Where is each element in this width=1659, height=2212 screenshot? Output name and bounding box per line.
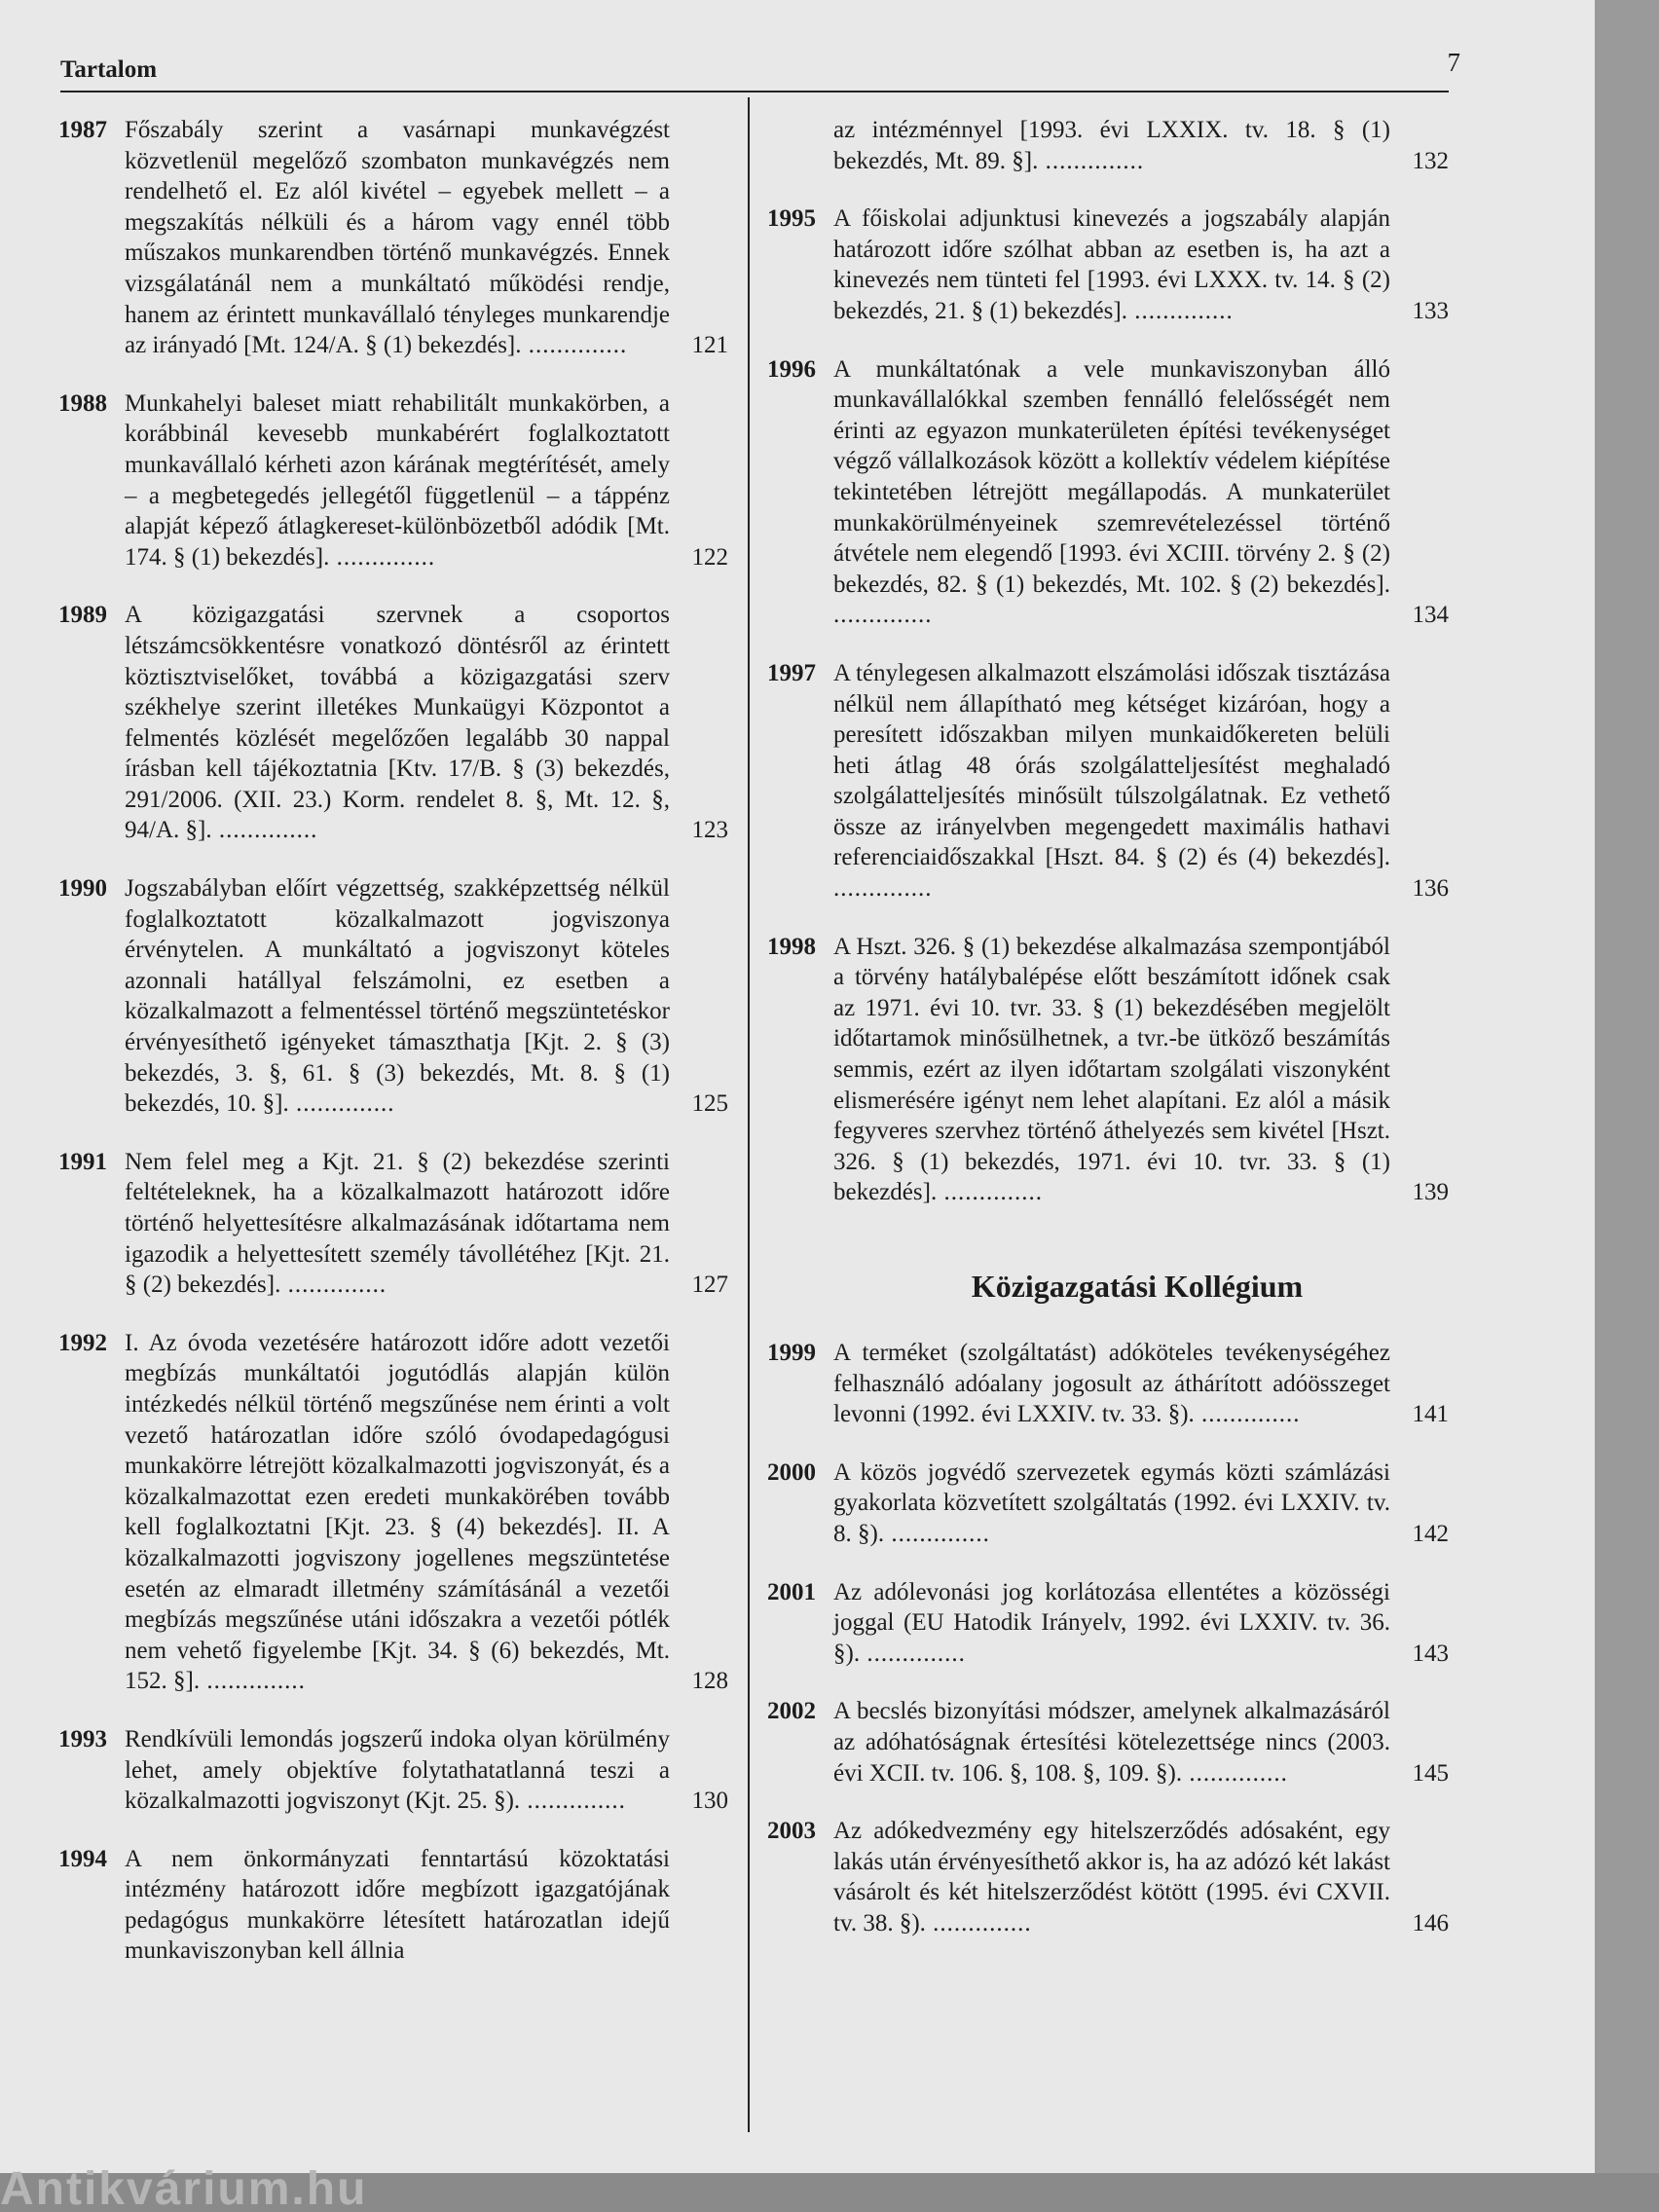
header-rule <box>60 91 1449 92</box>
toc-entry <box>58 388 728 573</box>
entry-number: 2001 <box>767 1578 816 1605</box>
entry-number: 1987 <box>58 117 107 143</box>
dot-leaders: .............. <box>1194 1401 1301 1428</box>
entry-text-content: A közös jogvédő szervezetek egymás közti számlázási gyakorlata közvetített szolgáltatás (1992. évi LXXIV. tv. 8. §). <box>833 1458 1390 1547</box>
entry-text <box>833 1696 1390 1788</box>
entry-page-number: 141 <box>1412 1401 1449 1428</box>
entry-text-content: A ténylegesen alkalmazott elszámolási időszak tisztázása nélkül nem állapítható meg kétséget kizáróan, hogy a peresített időszakban milyen munkaidőkereten belüli heti átlag 48 órás szolgálatteljesítést meghaladó szolgálatteljesítés minősült túlszolgálatnak. Ez vethető össze az irányelvben megengedett maximális hathavi referenciaidőszakkal [Hszt. 84. § (2) és (4) bekezdés]. <box>833 659 1390 871</box>
entry-page-number: 128 <box>691 1668 728 1695</box>
dot-leaders: .............. <box>937 1179 1043 1206</box>
entry-page-number: 132 <box>1412 147 1449 174</box>
right-entries-list-after <box>767 1338 1449 1939</box>
toc-entry <box>767 203 1449 326</box>
toc-entry <box>767 658 1449 904</box>
toc-entry <box>767 1816 1449 1938</box>
entry-text <box>833 1577 1390 1670</box>
entry-number: 1994 <box>58 1845 107 1872</box>
watermark: Antikvárium.hu <box>0 2167 368 2212</box>
entry-number: 2003 <box>767 1818 816 1845</box>
dot-leaders: .............. <box>329 543 436 571</box>
entry-text <box>833 932 1390 1208</box>
entry-number: 1993 <box>58 1725 107 1752</box>
entry-text-content: A főiskolai adjunktusi kinevezés a jogszabály alapján határozott időre szólhat abban az esetben is, ha azt a kinevezés nem tünteti fel [1993. évi LXXX. tv. 14. § (2) bekezdés, 21. § (1) bekezdés]. <box>833 205 1390 324</box>
entry-text-content: Nem felel meg a Kjt. 21. § (2) bekezdése szerinti feltételeknek, ha a közalkalmazott határozott időre történő helyettesítésre alkalmazásának időtartama nem igazodik a helyettesített személy távollétéhez [Kjt. 21. § (2) bekezdés]. <box>125 1148 670 1299</box>
entry-text <box>125 600 670 846</box>
dot-leaders: .............. <box>1182 1759 1288 1787</box>
entry-text <box>125 1724 670 1817</box>
entry-text <box>125 1328 670 1697</box>
entry-number: 1996 <box>767 355 816 383</box>
entry-text <box>125 1844 670 1967</box>
section-heading: Közigazgatási Kollégium <box>971 1269 1304 1304</box>
entry-page-number: 125 <box>691 1090 728 1118</box>
dot-leaders: .............. <box>200 1668 306 1695</box>
page-number: 7 <box>1447 48 1460 77</box>
entry-text <box>833 1457 1390 1550</box>
entry-text <box>833 658 1390 904</box>
entry-number: 1999 <box>767 1340 816 1366</box>
entry-text <box>833 1816 1390 1938</box>
page-edge <box>1595 0 1659 2212</box>
entry-text-content: Főszabály szerint a vasárnapi munkavégzést közvetlenül megelőző szombaton munkavégzés nem rendelhető el. Ez alól kivétel – egyebek mellett – a megszakítás nélküli és a három vagy ennél több műszakos munkarendben történő munkavégzés. Ennek vizsgálatánál nem a munkáltató működési rendje, hanem az érintett munkavállaló tényleges munkarendje az irányadó [Mt. 124/A. § (1) bekezdés]. <box>125 117 670 359</box>
entry-text <box>833 354 1390 631</box>
toc-entry <box>767 1338 1449 1430</box>
entry-number: 1998 <box>767 933 816 960</box>
entry-page-number: 123 <box>691 817 728 844</box>
entry-text <box>833 115 1390 176</box>
entry-number: 1995 <box>767 205 816 233</box>
dot-leaders: .............. <box>833 602 933 629</box>
dot-leaders: .............. <box>1126 297 1234 324</box>
dot-leaders: .............. <box>833 875 933 903</box>
entry-page-number: 122 <box>691 543 728 571</box>
entry-text <box>125 115 670 361</box>
toc-entry <box>58 115 728 361</box>
dot-leaders: .............. <box>288 1090 395 1118</box>
entry-text-content: Jogszabályban előírt végzettség, szakképzettség nélkül foglalkoztatott közalkalmazott jogviszonya érvénytelen. A munkáltató a jogviszonyt köteles azonnali hatállyal felszámolni, ez esetben a közalkalmazott a felmentéssel történő megszüntetéskor érvényesíthető igényeket támaszthatja [Kjt. 2. § (3) bekezdés, 3. §, 61. § (3) bekezdés, Mt. 8. § (1) bekezdés, 10. §]. <box>125 875 670 1118</box>
entry-text <box>125 1147 670 1301</box>
entry-text-content: Az adókedvezmény egy hitelszerződés adósaként, egy lakás után érvényesíthető akkor is, ha az adózó két lakást vásárolt és két hitelszerződést kötött (1995. évi CXVII. tv. 38. §). <box>833 1818 1390 1936</box>
entry-number: 1989 <box>58 602 107 629</box>
entry-text-content: I. Az óvoda vezetésére határozott időre adott vezetői megbízás munkáltatói jogutódlás alapján külön intézkedés nélkül történő megszűnése nem érinti a volt vezető határozatlan időre szóló óvodapedagógusi munkakörre létrejött közalkalmazotti jogviszonyát, és a közalkalmazottat ezen eredeti munkakörében tovább kell foglalkoztatni [Kjt. 23. § (4) bekezdés]. II. A közalkalmazotti jogviszony jogellenes megszüntetése esetén az elmaradt illetmény számításánál a vezetői megbízás megszűnése utáni időszakra a vezetői pótlék nem vehető figyelembe [Kjt. 34. § (6) bekezdés, Mt. 152. §]. <box>125 1329 670 1695</box>
toc-entry <box>767 1457 1449 1550</box>
entry-page-number: 145 <box>1412 1759 1449 1787</box>
toc-entry <box>58 1328 728 1697</box>
entry-text-content: Rendkívüli lemondás jogszerű indoka olyan körülmény lehet, amely objektíve folytathatatlanná teszi a közalkalmazotti jogviszonyt (Kjt. 25. §). <box>125 1725 670 1815</box>
entry-number: 1992 <box>58 1329 107 1356</box>
entry-page-number: 142 <box>1412 1520 1449 1547</box>
toc-entry <box>767 1577 1449 1670</box>
toc-entry <box>767 932 1449 1208</box>
entry-text <box>125 873 670 1120</box>
entry-page-number: 143 <box>1412 1640 1449 1667</box>
right-entries-list <box>767 115 1449 1208</box>
dot-leaders: .............. <box>860 1640 966 1667</box>
toc-entry <box>767 354 1449 631</box>
entry-text-content: A Hszt. 326. § (1) bekezdése alkalmazása szempontjából a törvény hatálybalépése előtt beszámított időnek csak az 1971. évi 10. tvr. 33. § (1) bekezdésében megjelölt időtartamok minősülhetnek, a tvr.-be ütköző beszámítás semmis, ezért az ilyen időtartam szolgálati viszonyként elismerésére igényt nem lehet alapítani. Ez alól a másik fegyveres szervhez történő áthelyezés sem kivétel [Hszt. 326. § (1) bekezdés, 1971. évi 10. tvr. 33. § (1) bekezdés]. <box>833 933 1390 1206</box>
entry-number: 1988 <box>58 389 107 417</box>
dot-leaders: .............. <box>1038 147 1145 174</box>
entry-text-content: Munkahelyi baleset miatt rehabilitált munkakörben, a korábbinál kevesebb munkabérért foglalkoztatott munkavállaló kérheti azon kárának megtérítését, amely – a megbetegedés jellegétől függetlenül – a táppénz alapját képező átlagkereset-különbözetből adódik [Mt. 174. § (1) bekezdés]. <box>125 389 670 571</box>
entry-text <box>833 203 1390 326</box>
entry-text-content: az intézménnyel [1993. évi LXXIX. tv. 18. § (1) bekezdés, Mt. 89. §]. <box>833 117 1390 174</box>
dot-leaders: .............. <box>884 1520 990 1547</box>
entry-text-content: A becslés bizonyítási módszer, amelynek alkalmazásáról az adóhatóságnak értesítési kötelezettsége nincs (2003. évi XCII. tv. 106. §, 108. §, 109. §). <box>833 1698 1390 1787</box>
toc-entry <box>767 115 1449 176</box>
entry-page-number: 139 <box>1412 1179 1449 1206</box>
toc-entry <box>58 600 728 846</box>
entry-text-content: A munkáltatónak a vele munkaviszonyban álló munkavállalókkal szemben fennálló felelősségét nem érinti az egyazon munkaterületen építési tevékenységet végző vállalkozások között a kollektív védelem kiépítése tekintetében létrejött megállapodás. A munkaterület munkakörülményeinek szemrevételezéssel történő átvétele nem elegendő [1993. évi XCIII. törvény 2. § (2) bekezdés, 82. § (1) bekezdés, Mt. 102. § (2) bekezdés]. <box>833 355 1390 598</box>
entry-text-content: A közigazgatási szervnek a csoportos létszámcsökkentésre vonatkozó döntésről az érintett köztisztviselőket, továbbá a közigazgatási szerv székhelye szerint illetékes Munkaügyi Központot a felmentés közlését megelőzően legalább 30 nappal írásban kell tájékoztatnia [Ktv. 17/B. § (3) bekezdés, 291/2006. (XII. 23.) Korm. rendelet 8. §, Mt. 12. §, 94/A. §]. <box>125 602 670 844</box>
dot-leaders: .............. <box>211 817 318 844</box>
toc-entry <box>58 873 728 1120</box>
left-column <box>58 115 728 1994</box>
entry-text-content: A nem önkormányzati fenntartású közoktatási intézmény határozott időre megbízott igazgatójának pedagógus munkakörre létesített határozatlan idejű munkaviszonyban kell állnia <box>125 1845 670 1965</box>
entry-text-content: Az adólevonási jog korlátozása ellentétes a közösségi joggal (EU Hatodik Irányelv, 1992. évi LXXIV. tv. 36. §). <box>833 1578 1390 1667</box>
running-title: Tartalom <box>60 56 158 83</box>
right-column <box>767 115 1449 1967</box>
entry-text <box>125 388 670 573</box>
entry-number: 1991 <box>58 1148 107 1175</box>
entry-page-number: 127 <box>691 1272 728 1299</box>
entry-page-number: 130 <box>691 1788 728 1815</box>
entry-text-content: A terméket (szolgáltatást) adóköteles tevékenységéhez felhasználó adóalany jogosult az áthárított adóösszeget levonni (1992. évi LXXIV. tv. 33. §). <box>833 1340 1390 1428</box>
entry-page-number: 146 <box>1412 1909 1449 1936</box>
dot-leaders: .............. <box>520 1788 626 1815</box>
dot-leaders: .............. <box>925 1909 1032 1936</box>
toc-entry <box>58 1147 728 1301</box>
entry-text <box>833 1338 1390 1430</box>
entry-number: 2000 <box>767 1458 816 1486</box>
toc-entry <box>58 1844 728 1967</box>
entry-number: 1990 <box>58 875 107 903</box>
column-divider <box>748 97 750 2132</box>
dot-leaders: .............. <box>521 332 628 359</box>
entry-page-number: 133 <box>1412 297 1449 324</box>
toc-entry <box>58 1724 728 1817</box>
toc-entry <box>767 1696 1449 1788</box>
entry-page-number: 136 <box>1412 875 1449 903</box>
entry-number: 2002 <box>767 1698 816 1725</box>
entry-page-number: 134 <box>1412 602 1449 629</box>
dot-leaders: .............. <box>280 1272 387 1299</box>
entry-number: 1997 <box>767 659 816 686</box>
entry-page-number: 121 <box>691 332 728 359</box>
